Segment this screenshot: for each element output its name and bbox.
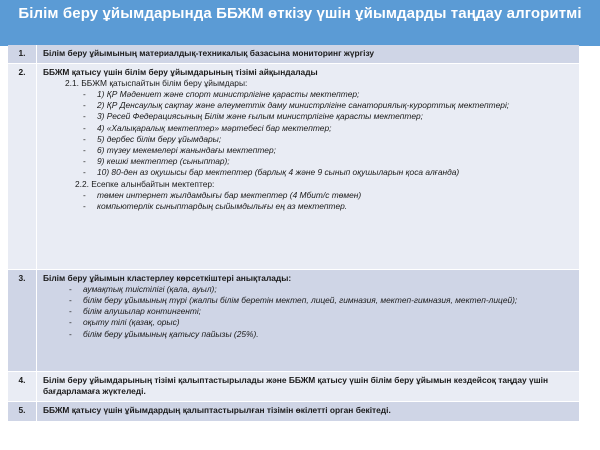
list-item: - білім алушылар контингенті; bbox=[69, 306, 573, 317]
step-row-3 bbox=[8, 269, 579, 371]
list-item: - 10) 80-ден аз оқушысы бар мектептер (барлық 4 және 9 сынып оқушыларын қоса алғанда) bbox=[83, 167, 573, 178]
step-text: Білім беру ұйымдарының тізімі қалыптастырылады және ББЖМ қатысу үшін білім беру ұйымын кездейсоқ таңдау үшін бағдарламаға жүктеледі. bbox=[43, 374, 549, 396]
list-item: - оқыту тілі (қазақ, орыс) bbox=[69, 317, 573, 328]
list-item: - компьютерлік сыныптардың сыйымдылығы ең аз мектептер. bbox=[83, 201, 573, 212]
list-item: - 4) «Халықаралық мектептер» мәртебесі бар мектептер; bbox=[83, 123, 573, 134]
list-item: - төмен интернет жылдамдығы бар мектептер (4 Мбит/с төмен) bbox=[83, 190, 573, 201]
algorithm-table bbox=[8, 45, 579, 422]
step-row-2 bbox=[8, 63, 579, 269]
step-text: Білім беру ұйымының материалдық-техникалық базасына мониторинг жүргізу bbox=[43, 48, 375, 58]
list-item: - білім беру ұйымының қатысу пайызы (25%). bbox=[69, 329, 573, 340]
list-item: - 6) түзеу мекемелері жанындағы мектептер; bbox=[83, 145, 573, 156]
list-item: - 9) кешкі мектептер (сыныптар); bbox=[83, 156, 573, 167]
list-item: - 3) Ресей Федерациясының Білім және ғылым министрлігіне қарасты мектептер; bbox=[83, 111, 573, 122]
list-item: - 5) дербес білім беру ұйымдары; bbox=[83, 134, 573, 145]
step-row-4 bbox=[8, 371, 579, 401]
list bbox=[43, 89, 573, 179]
page-title: Білім беру ұйымдарында ББЖМ өткізу үшін ұйымдарды таңдау алгоритмі bbox=[18, 5, 582, 22]
step-number: 4. bbox=[8, 371, 37, 401]
step-number: 2. bbox=[8, 63, 37, 269]
list bbox=[43, 190, 573, 212]
list-item: - 2) ҚР Денсаулық сақтау және әлеуметтік даму министрлігіне санаториялық-курорттық мектептері; bbox=[83, 100, 573, 111]
step-row-1 bbox=[8, 45, 579, 63]
sub-heading: 2.1. ББЖМ қатыспайтын білім беру ұйымдары: bbox=[65, 77, 248, 88]
list-item: - аумақтық тиістілігі (қала, ауыл); bbox=[69, 284, 573, 295]
step-number: 3. bbox=[8, 269, 37, 371]
title-bar bbox=[0, 0, 600, 46]
step-text: ББЖМ қатысу үшін ұйымдардың қалыптастырылған тізімін өкілетті орган бекітеді. bbox=[43, 404, 391, 415]
step-text: Білім беру ұйымын кластерлеу көрсеткіштері анықталады: bbox=[43, 272, 292, 283]
sub-heading: 2.2. Есепке алынбайтын мектептер: bbox=[75, 178, 215, 189]
list-item: - білім беру ұйымының түрі (жалпы білім беретін мектеп, лицей, гимназия, мектеп-гимназия, мектеп-лицей); bbox=[69, 295, 573, 306]
step-row-5 bbox=[8, 401, 579, 421]
step-number: 5. bbox=[8, 401, 37, 421]
list bbox=[43, 284, 573, 340]
list-item: - 1) ҚР Мәдениет және спорт министрлігіне қарасты мектептер; bbox=[83, 89, 573, 100]
step-text: ББЖМ қатысу үшін білім беру ұйымдарының тізімі айқындалады bbox=[43, 66, 318, 77]
step-number: 1. bbox=[8, 45, 37, 63]
